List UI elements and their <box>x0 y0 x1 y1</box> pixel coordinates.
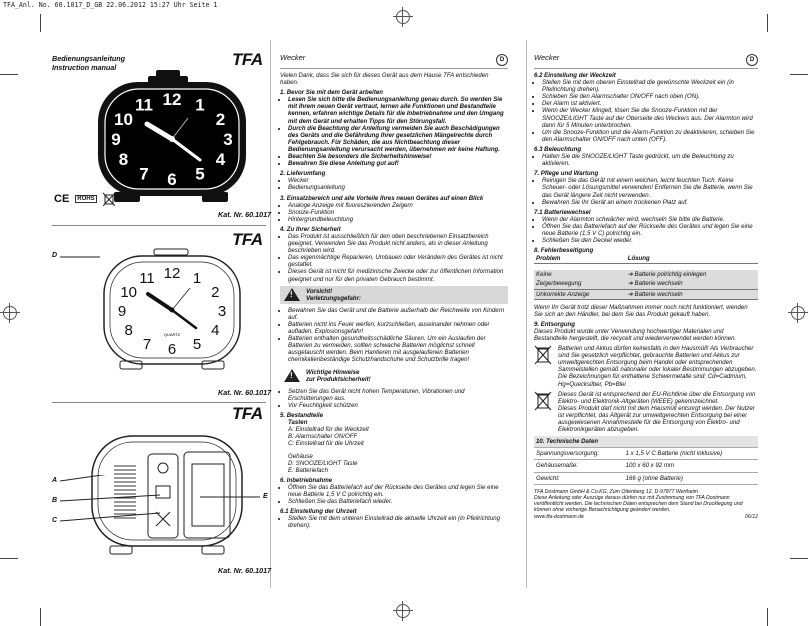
notice-box: ! Wichtige Hinweise zur Produktsicherheit! <box>280 367 508 385</box>
label-c: C <box>52 517 58 524</box>
list-item: • Das Produkt ist ausschließlich für den oben beschriebenen Einsatzbereich geeignet. Verwenden Sie das Produkt nicht anders, als in dieser Anleitung beschrieben wird. <box>288 233 508 254</box>
section-heading: 6. Inbetriebnahme <box>280 476 333 484</box>
list-item: • Öffnen Sie das Batteriefach auf der Rückseite des Gerätes und legen Sie eine neue Batterie (1,5 V C) polrichtig ein. <box>542 223 758 237</box>
troubleshooting-note: Wenn Ihr Gerät trotz dieser Maßnahmen immer noch nicht funktioniert, wenden Sie sich an den Händler, bei dem Sie das Produkt gekauft haben. <box>534 303 748 318</box>
list-item: • Stellen Sie mit dem unteren Einstellrad die aktuelle Uhrzeit ein (in Pfeilrichtung drehen). <box>288 515 508 529</box>
list-item: • Der Alarm ist aktiviert. <box>542 100 758 107</box>
list-item: • Öffnen Sie das Batteriefach auf der Rückseite des Gerätes und legen Sie eine neue Batterie 1,5 V C polrichtig ein. <box>288 484 508 498</box>
battery-bin-icon <box>534 345 552 365</box>
ce-mark: CE <box>54 193 70 205</box>
column-divider <box>526 40 527 588</box>
title-de: Bedienungsanleitung <box>52 54 126 63</box>
clock-numeral: 9 <box>111 130 121 149</box>
section-heading: 7.1 Batteriewechsel <box>534 208 591 216</box>
warning-icon: ! <box>284 288 300 301</box>
catalog-number-3: Kat. Nr. 60.1017 <box>218 566 272 575</box>
crop-mark <box>40 14 41 32</box>
section-list <box>280 484 508 505</box>
clock-numeral: 4 <box>215 150 226 169</box>
weee-bin-icon <box>534 391 552 411</box>
language-badge: D <box>746 54 758 66</box>
catalog-number-1: Kat. Nr. 60.1017 <box>218 210 272 219</box>
section-list <box>280 307 508 364</box>
crop-mark <box>0 74 18 75</box>
clock-numeral: 1 <box>192 270 202 288</box>
column-divider <box>270 40 271 588</box>
tfa-logo-2: TFA <box>232 230 263 249</box>
list-item: • Beachten Sie besonders die Sicherheitshinweise! <box>288 153 508 160</box>
section-list <box>280 233 508 283</box>
registration-mark <box>396 604 410 618</box>
clock-numeral: 11 <box>135 95 153 115</box>
section-list <box>534 216 758 244</box>
clock-outline-illustration <box>98 248 248 374</box>
crop-mark <box>0 558 18 559</box>
clock-numeral: 3 <box>223 130 233 149</box>
section-heading: 6.3 Beleuchtung <box>534 145 582 153</box>
registration-mark <box>396 10 410 24</box>
clock-numeral: 8 <box>124 322 133 339</box>
clock-numeral: 2 <box>215 110 226 129</box>
label-a: A <box>52 477 58 484</box>
clock-front-illustration <box>92 68 258 208</box>
list-item: • Stellen Sie mit dem oberen Einstellrad die gewünschte Weckzeit ein (in Pfeilrichtung drehen). <box>542 79 758 93</box>
section-heading: 8. Fehlerbeseitigung <box>534 247 594 255</box>
list-item: • Bewahren Sie das Gerät und die Batterie außerhalb der Reichweite von Kindern auf. <box>288 307 508 321</box>
separator <box>52 402 266 403</box>
list-item: • Wecker <box>288 177 508 184</box>
pointer-lines <box>60 475 270 525</box>
clock-numeral: 10 <box>120 284 138 301</box>
pointer-line <box>60 255 100 259</box>
list-item: • Bewahren Sie diese Anleitung gut auf! <box>288 160 508 167</box>
title-en: Instruction manual <box>52 63 117 72</box>
section-list <box>280 388 508 409</box>
cert-marks <box>54 192 115 206</box>
list-item: • Bedienungsanleitung <box>288 184 508 191</box>
section-list <box>534 177 758 205</box>
column-title: Wecker D <box>280 54 508 69</box>
list-item: • Batterien enthalten gesundheitsschädliche Säuren. Um ein Auslaufen der Batterien zu vermeiden, sollten schwache Batterien möglichst schnell ausgetauscht werden. Beim Hantieren mit ausgelaufenen Batterien chemikalienbeständige Schutzhandschuhe und Schutzbrille tragen! <box>288 335 508 363</box>
catalog-number-2: Kat. Nr. 60.1017 <box>218 388 272 397</box>
crop-mark <box>767 608 768 626</box>
list-item: • Bewahren Sie Ihr Gerät an einem trockenen Platz auf. <box>542 199 758 206</box>
clock-numeral: 7 <box>139 164 149 184</box>
separator <box>52 225 266 226</box>
section-list <box>280 515 508 529</box>
section-heading: 3. Einsatzbereich und alle Vorteile Ihres neuen Gerätes auf einen Blick <box>280 194 484 202</box>
list-item: • Durch die Beachtung der Anleitung vermeiden Sie auch Beschädigungen des Geräts und die Gefährdung Ihrer gesetzlichen Mängelrechte durch Fehlgebrauch. Für Schäden, die aus Nichtbeachtung dieser Bedienungsanleitung verursacht werden, übernehmen wir keine Haftung. <box>288 125 508 153</box>
section-list <box>280 177 508 191</box>
clock-numeral: 10 <box>114 110 133 129</box>
section-list <box>280 96 508 167</box>
section-heading: 7. Pflege und Wartung <box>534 170 599 178</box>
file-header: TFA_Anl. No. 60.1017_D_GB 22.06.2012 15:27 Uhr Seite 1 <box>3 1 218 9</box>
crop-mark <box>790 558 808 559</box>
section-heading: 4. Zu Ihrer Sicherheit <box>280 225 341 233</box>
middle-column <box>280 54 508 529</box>
clock-numeral: 4 <box>211 322 220 339</box>
list-item: • Wenn der Wecker klingelt, lösen Sie die Snooze-Funktion mit der SNOOZE/LIGHT Taste auf der Oberseite des Weckers aus. Der Alarmton wird dann für 5 Minuten unterbrochen. <box>542 107 758 128</box>
section-heading: 6.1 Einstellung der Uhrzeit <box>280 508 357 516</box>
parts-list: Tasten A: Einstellrad für die Weckzeit B: Alarmschalter ON/OFF C: Einstellrad für die Uhrzeit Gehäuse D: SNOOZE/LIGHT Taste E: Batteriefach <box>288 419 369 474</box>
clock-numeral: 6 <box>167 170 177 189</box>
list-item: • Das eigenmächtige Reparieren, Umbauen oder Verändern des Gerätes ist nicht gestattet. <box>288 254 508 268</box>
section-heading: 2. Lieferumfang <box>280 170 326 178</box>
list-item: • Schließen Sie den Deckel wieder. <box>542 237 758 244</box>
clock-numeral: 2 <box>211 284 220 301</box>
list-item: • Analoge Anzeige mit fluoreszierenden Zeigern <box>288 202 508 209</box>
list-item: • Setzen Sie das Gerät nicht hohen Temperaturen, Vibrationen und Erschütterungen aus. <box>288 388 508 402</box>
crop-mark <box>790 74 808 75</box>
section-heading: 6.2 Einstellung der Weckzeit <box>534 72 616 79</box>
clock-numeral: 6 <box>167 341 177 358</box>
list-item: • Schließen Sie das Batteriefach wieder. <box>288 498 508 505</box>
quartz-text: QUARTZ <box>163 332 181 337</box>
clock-numeral: 1 <box>195 95 205 115</box>
section-list <box>534 153 758 167</box>
section-list <box>280 202 508 223</box>
clock-numeral: 5 <box>192 335 202 353</box>
list-item: • Reinigen Sie das Gerät mit einem weichen, leicht feuchten Tuch. Keine Scheuer- oder Lösungsmittel verwenden! Entfernen Sie die Batterie, wenn Sie das Gerät längere Zeit nicht verwenden. <box>542 177 758 198</box>
list-item: • Halten Sie die SNOOZE/LIGHT Taste gedrückt, um die Beleuchtung zu aktivieren. <box>542 153 758 167</box>
column-title: Wecker D <box>534 54 758 69</box>
weee-bin-icon <box>103 192 115 206</box>
tech-data-table: 10. Technische Daten Spannungsversorgung: 1 x 1,5 V C Batterie (nicht inklusive) Gehäusemaße: 100 x 60 x 92 mm Gewicht: 166 g (ohne Batterie) <box>534 436 758 484</box>
clock-numeral: 9 <box>117 303 127 320</box>
list-item: • Lesen Sie sich bitte die Bedienungsanleitung genau durch. So werden Sie mit Ihrem neuen Gerät vertraut, lernen alle Funktionen und Bestandteile kennen, erfahren wichtige Details für die Inbetriebnahme und den Umgang mit dem Gerät und erhalten Tipps für den Störungsfall. <box>288 96 508 124</box>
list-item: • Wenn der Alarmton schwächer wird, wechseln Sie bitte die Batterie. <box>542 216 758 223</box>
weee-disposal: Dieses Gerät ist entsprechend der EU-Richtlinie über die Entsorgung von Elektro- und Elektronik-Altgeräten (WEEE) gekennzeichnet. Dieses Produkt darf nicht mit dem Hausmüll entsorgt werden. Der Nutzer ist verpflichtet, das Altgerät zur umweltgerechten Entsorgung bei einer ausgewiesenen Annahmestelle für die Entsorgung von Elektro- und Elektronikgeräten abzugeben. <box>534 391 758 434</box>
registration-mark <box>3 306 17 320</box>
troubleshooting-table: Problem Lösung Keine ➔ Batterie polrichtig einlegen Zeigerbewegung ➔ Batterie wechseln Unkorrekte Anzeige ➔ Batterie wechseln <box>534 254 758 299</box>
label-b: B <box>52 497 58 504</box>
intro-text: Vielen Dank, dass Sie sich für dieses Gerät aus dem Hause TFA entschieden haben. <box>280 72 489 87</box>
warning-box: ! Vorsicht! Verletzungsgefahr: <box>280 286 508 304</box>
battery-disposal: Batterien und Akkus dürfen keinesfalls in den Hausmüll! Als Verbraucher sind Sie gesetzlich verpflichtet, gebrauchte Batterien und Akkus zur umweltgerechten Entsorgung beim Handel oder entsprechenden Sammelstellen gemäß nationaler oder lokaler Bestimmungen abzugeben. Die Bezeichnungen für enthaltene Schwermetalle sind: Cd=Cadmium, Hg=Quecksilber, Pb=Blei <box>534 345 758 388</box>
clock-numeral: 12 <box>162 90 182 109</box>
crop-mark <box>40 608 41 626</box>
rohs-mark: ROHS <box>77 196 95 202</box>
list-item: • Snooze-Funktion <box>288 209 508 216</box>
clock-numeral: 7 <box>142 335 152 353</box>
footer: TFA Dostmann GmbH & Co.KG, Zum Ottenberg 12, D-97877 Wertheim Diese Anleitung oder Auszüge daraus dürfen nur mit Zustimmung von TFA Dostmann veröffentlicht werden. Die technischen Daten entsprechen dem Stand bei Drucklegung und können ohne vorherige Benachrichtigung geändert werden. www.tfa-dostmann.de 06/12 <box>534 488 758 520</box>
crop-mark <box>767 14 768 32</box>
list-item: • Batterien nicht ins Feuer werfen, kurzschließen, auseinander nehmen oder aufladen. Explosionsgefahr! <box>288 321 508 335</box>
warning-icon: ! <box>284 369 300 382</box>
list-item: • Um die Snooze-Funktion und die Alarm-Funktion zu deaktivieren, schieben Sie den Alarmschalter ON/OFF nach unten (OFF). <box>542 129 758 143</box>
list-item: • Vor Feuchtigkeit schützen <box>288 402 508 409</box>
section-heading: 1. Bevor Sie mit dem Gerät arbeiten <box>280 89 383 97</box>
clock-numeral: 8 <box>118 150 129 169</box>
section-heading: 9. Entsorgung <box>534 320 575 328</box>
label-d: D <box>52 252 58 259</box>
section-list <box>534 79 758 143</box>
tfa-logo-3: TFA <box>232 404 263 423</box>
clock-numeral: 12 <box>163 265 181 282</box>
section-heading: 5. Bestandteile <box>280 412 324 420</box>
label-e: E <box>263 493 268 500</box>
list-item: • Schieben Sie den Alarmschalter ON/OFF nach oben (ON). <box>542 93 758 100</box>
tfa-logo: TFA <box>232 50 263 69</box>
registration-mark <box>791 306 805 320</box>
clock-numeral: 3 <box>217 303 227 320</box>
language-badge: D <box>496 54 508 66</box>
clock-numeral: 5 <box>195 164 205 184</box>
list-item: • Hintergrundbeleuchtung <box>288 216 508 223</box>
clock-numeral: 11 <box>139 270 155 288</box>
right-column: Wecker D 6.2 Einstellung der Weckzeit • Stellen Sie mit dem oberen Einstellrad die gewünschte Weckzeit ein (in Pfeilrichtung drehen). • Schieben Sie den Alarmschalter ON/OFF nach oben (ON). • Der Alarm ist aktiviert. • Wenn der Wecker klingelt, lösen Sie die Snooze-Funktion mit der SNOOZE/LIGHT Taste auf der Oberseite des Weckers aus. Der Alarmton wird dann für 5 Minuten unterbrochen. • Um die Snooze-Funktion und die Alarm-Funktion zu deaktivieren, schieben Sie den Alarmschalter ON/OFF nach unten (OFF). 6.3 Beleuchtung • Halten Sie die SNOOZE/LIGHT Taste gedrückt, um die Beleuchtung zu aktivieren. 7. Pflege und Wartung • Reinigen Sie das Gerät mit einem weichen, leicht feuchten Tuch. Keine Scheuer- oder Lösungsmittel verwenden! Entfernen Sie die Batterie, wenn Sie das Gerät längere Zeit nicht verwenden. • Bewahren Sie Ihr Gerät an einem trockenen Platz auf. 7.1 Batteriewechsel • Wenn der Alarmton schwächer wird, wechseln Sie bitte die Batterie. • Öffnen Sie das Batteriefach auf der Rückseite des Gerätes und legen Sie eine neue Batterie (1,5 V C) polrichtig ein. • Schließen Sie den Deckel wieder. 8. Fehlerbeseitigung Problem Lösung Keine ➔ Batterie polrichtig einlegen Zeigerbewegung ➔ Batterie wechseln Unkorrekte Anzeige ➔ Batterie wechseln Wenn Ihr Gerät trotz dieser Maßnahmen immer noch nicht funktioniert, wenden Sie sich an den Händler, bei dem Sie das Produkt gekauft haben. 9. Entsorgung Dieses Produkt wurde unter Verwendung hochwertiger Materialen und Bestandteile hergestellt, die recycelt und wiederverwendet werden können. Batterien und Akkus dürfen keinesfalls in den Hausmüll! Als Verbraucher sind Sie gesetzlich verpflichtet, gebrauchte Batterien und Akkus zur umweltgerechten Entsorgung beim Handel oder entsprechenden Sammelstellen gemäß nationaler oder lokaler Bestimmungen abzugeben. Die Bezeichnungen für enthaltene Schwermetalle sind: Cd=Cadmium, Hg=Quecksilber, Pb=Blei Dieses Gerät ist entsprechend der EU-Richtlinie über die Entsorgung von Elektro- und Elektronik-Altgeräten (WEEE) gekennzeichnet. Dieses Produkt darf nicht mit dem Hausmüll entsorgt werden. Der Nutzer ist verpflichtet, das Altgerät zur umweltgerechten Entsorgung bei einer ausgewiesenen Annahmestelle für die Entsorgung von Elektro- und Elektronikgeräten abzugeben. 10. Technische Daten Spannungsversorgung: 1 x 1,5 V C Batterie (nicht inklusive) Gehäusemaße: 100 x 60 x 92 mm Gewicht: 166 g (ohne Batterie) TFA Dostmann GmbH & Co.KG, Zum Ottenberg 12, D-97877 Wertheim Diese Anleitung oder Auszüge daraus dürfen nur mit Zustimmung von TFA Dostmann veröffentlicht werden. Die technischen Daten entsprechen dem Stand bei Drucklegung und können ohne vorherige Benachrichtigung geändert werden. www.tfa-dostmann.de 06/12 <box>534 54 758 520</box>
list-item: • Dieses Gerät ist nicht für medizinische Zwecke oder zur öffentlichen Information geeignet und nur für den privaten Gebrauch bestimmt. <box>288 268 508 282</box>
